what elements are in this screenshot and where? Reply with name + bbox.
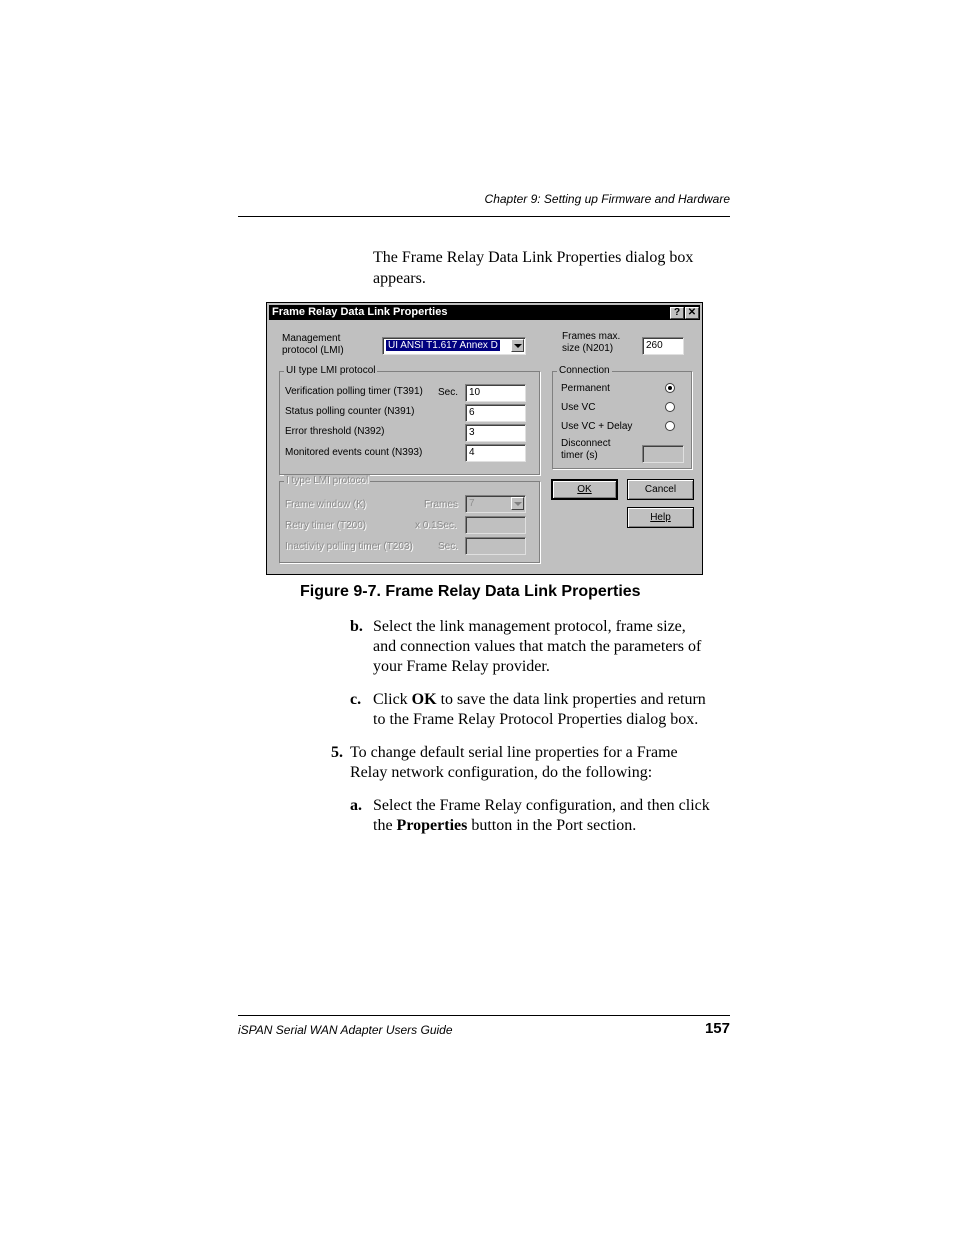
step-a-bold: Properties — [396, 817, 468, 834]
chevron-down-icon[interactable] — [511, 339, 524, 352]
footer-rule — [238, 1015, 730, 1016]
disconnect-label-1: Disconnect — [561, 438, 611, 449]
intro-paragraph: The Frame Relay Data Link Properties dialog box appears. — [373, 249, 694, 287]
verification-label: Verification polling timer (T391) — [285, 386, 423, 397]
mgmt-protocol-select[interactable] — [382, 337, 526, 355]
step-c-line-2: to the Frame Relay Protocol Properties dialog box. — [373, 711, 699, 728]
monitored-label: Monitored events count (N393) — [285, 447, 423, 458]
disconnect-timer-input — [642, 445, 684, 463]
use-vc-label: Use VC — [561, 402, 596, 413]
ui-lmi-group-label: UI type LMI protocol — [286, 365, 376, 376]
step-a-pre: the — [373, 817, 397, 834]
verification-input[interactable]: 10 — [465, 384, 526, 402]
retry-unit: x 0.1Sec. — [415, 520, 457, 531]
radio-selected-dot — [668, 386, 672, 390]
use-vc-delay-radio[interactable] — [665, 421, 675, 431]
dialog-title: Frame Relay Data Link Properties — [272, 306, 448, 318]
header-rule — [238, 216, 730, 217]
footer-title: iSPAN Serial WAN Adapter Users Guide — [238, 1023, 453, 1037]
status-label: Status polling counter (N391) — [285, 406, 415, 417]
connection-group-label: Connection — [559, 365, 610, 376]
inactivity-label: Inactivity polling timer (T203) — [285, 541, 413, 552]
inactivity-input — [465, 537, 526, 555]
ok-button-label: OK — [577, 484, 592, 495]
frame-window-unit: Frames — [424, 499, 458, 510]
close-icon[interactable]: ✕ — [685, 307, 699, 319]
ok-button[interactable] — [551, 479, 618, 500]
step-5-marker: 5. — [331, 744, 343, 761]
help-question-icon[interactable]: ? — [670, 307, 684, 319]
step-5-line-1: To change default serial line properties for a Frame — [350, 744, 678, 761]
step-c-line-1 — [373, 689, 706, 710]
help-button[interactable] — [627, 507, 694, 528]
chevron-down-icon — [511, 497, 524, 510]
error-input[interactable]: 3 — [465, 424, 526, 442]
mgmt-label-2: protocol (LMI) — [282, 345, 344, 356]
running-header: Chapter 9: Setting up Firmware and Hardware — [484, 192, 730, 206]
frame-relay-dialog — [266, 302, 703, 575]
step-b-line-3: your Frame Relay provider. — [373, 658, 550, 675]
step-b-line-1: Select the link management protocol, frame size, — [373, 618, 686, 635]
i-lmi-group-label: I type LMI protocol — [286, 475, 369, 486]
frames-max-label-1: Frames max. — [562, 331, 621, 342]
step-c-pre: Click — [373, 691, 412, 708]
status-input[interactable]: 6 — [465, 404, 526, 422]
monitored-input[interactable]: 4 — [465, 444, 526, 462]
step-c-bold: OK — [411, 691, 437, 708]
step-b-marker: b. — [350, 618, 363, 635]
step-a-line-2 — [373, 815, 636, 836]
step-5-line-2: Relay network configuration, do the following: — [350, 764, 653, 781]
step-b-line-2: and connection values that match the parameters of — [373, 638, 702, 655]
page-number: 157 — [704, 1020, 730, 1037]
step-a-marker: a. — [350, 797, 362, 814]
inactivity-unit: Sec. — [438, 541, 459, 552]
step-a-line-1: Select the Frame Relay configuration, and then click — [373, 797, 710, 814]
frames-max-input[interactable]: 260 — [642, 337, 684, 355]
retry-label: Retry timer (T200) — [285, 520, 367, 531]
step-a-post: button in the Port section. — [467, 817, 637, 834]
step-c-post: to save the data link properties and return — [436, 691, 706, 708]
mgmt-protocol-value: UI ANSI T1.617 Annex D — [388, 340, 498, 351]
cancel-button[interactable]: Cancel — [627, 479, 694, 500]
frame-window-label: Frame window (K) — [285, 499, 367, 510]
error-label: Error threshold (N392) — [285, 426, 385, 437]
help-button-label: Help — [650, 512, 671, 523]
permanent-label: Permanent — [561, 383, 610, 394]
disconnect-label-2: timer (s) — [561, 450, 598, 461]
frame-window-select — [465, 495, 526, 513]
use-vc-delay-label: Use VC + Delay — [561, 421, 633, 432]
frames-max-label-2: size (N201) — [562, 343, 614, 354]
mgmt-label-1: Management — [282, 333, 341, 344]
frame-window-value: 7 — [469, 498, 475, 509]
figure-caption: Figure 9-7. Frame Relay Data Link Properties — [300, 583, 641, 600]
permanent-radio[interactable] — [665, 383, 675, 393]
retry-input — [465, 516, 526, 534]
dialog-titlebar — [269, 305, 700, 320]
use-vc-radio[interactable] — [665, 402, 675, 412]
verification-unit: Sec. — [438, 387, 459, 398]
step-c-marker: c. — [350, 691, 362, 708]
